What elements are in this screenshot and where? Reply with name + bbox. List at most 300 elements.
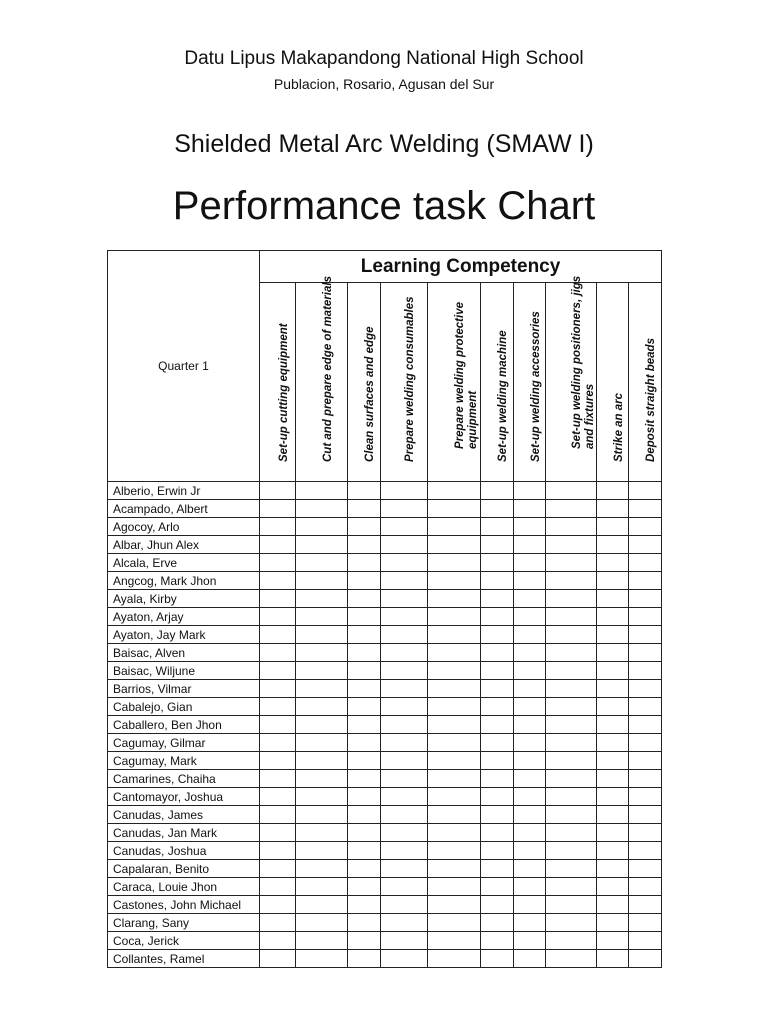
score-cell — [428, 842, 481, 860]
table-row — [108, 842, 662, 860]
score-cell — [428, 806, 481, 824]
score-cell — [428, 626, 481, 644]
score-cell — [348, 950, 381, 968]
score-cell — [296, 662, 348, 680]
score-cell — [348, 734, 381, 752]
score-cell — [597, 734, 629, 752]
score-cell — [381, 536, 428, 554]
score-cell — [481, 608, 514, 626]
score-cell — [428, 770, 481, 788]
table-row — [108, 734, 662, 752]
table-row — [108, 806, 662, 824]
table-row — [108, 824, 662, 842]
score-cell — [260, 824, 296, 842]
student-name: Caballero, Ben Jhon — [108, 716, 260, 734]
table-row — [108, 932, 662, 950]
score-cell — [296, 860, 348, 878]
score-cell — [381, 554, 428, 572]
score-cell — [428, 950, 481, 968]
score-cell — [296, 536, 348, 554]
score-cell — [514, 950, 546, 968]
score-cell — [546, 482, 597, 500]
score-cell — [546, 698, 597, 716]
score-cell — [381, 734, 428, 752]
competency-header — [597, 283, 629, 482]
competency-label: Set-up cutting equipment — [277, 323, 290, 462]
score-cell — [260, 554, 296, 572]
score-cell — [546, 788, 597, 806]
score-cell — [597, 914, 629, 932]
score-cell — [296, 680, 348, 698]
score-cell — [296, 878, 348, 896]
score-cell — [260, 536, 296, 554]
score-cell — [546, 842, 597, 860]
score-cell — [428, 554, 481, 572]
score-cell — [348, 536, 381, 554]
score-cell — [428, 878, 481, 896]
score-cell — [481, 662, 514, 680]
score-cell — [481, 482, 514, 500]
score-cell — [381, 644, 428, 662]
score-cell — [260, 662, 296, 680]
score-cell — [381, 500, 428, 518]
score-cell — [514, 734, 546, 752]
table-row — [108, 860, 662, 878]
score-cell — [348, 644, 381, 662]
score-cell — [381, 482, 428, 500]
score-cell — [546, 590, 597, 608]
score-cell — [348, 608, 381, 626]
score-cell — [481, 680, 514, 698]
score-cell — [296, 896, 348, 914]
score-cell — [481, 878, 514, 896]
score-cell — [381, 896, 428, 914]
score-cell — [514, 878, 546, 896]
score-cell — [381, 860, 428, 878]
score-cell — [348, 518, 381, 536]
score-cell — [428, 500, 481, 518]
score-cell — [260, 482, 296, 500]
student-name: Baisac, Alven — [108, 644, 260, 662]
score-cell — [546, 734, 597, 752]
score-cell — [296, 518, 348, 536]
student-name: Ayaton, Jay Mark — [108, 626, 260, 644]
student-name: Cagumay, Mark — [108, 752, 260, 770]
score-cell — [514, 914, 546, 932]
score-cell — [428, 860, 481, 878]
score-cell — [348, 896, 381, 914]
student-rows — [108, 482, 662, 968]
score-cell — [260, 500, 296, 518]
competency-header — [481, 283, 514, 482]
score-cell — [260, 716, 296, 734]
competency-header — [629, 283, 662, 482]
competency-label: Set-up welding accessories — [529, 311, 542, 462]
score-cell — [629, 590, 662, 608]
score-cell — [260, 932, 296, 950]
score-cell — [514, 788, 546, 806]
score-cell — [597, 572, 629, 590]
performance-table — [107, 250, 662, 968]
student-name: Baisac, Wiljune — [108, 662, 260, 680]
score-cell — [546, 644, 597, 662]
competency-title: Learning Competency — [260, 251, 662, 283]
score-cell — [629, 626, 662, 644]
score-cell — [597, 590, 629, 608]
score-cell — [514, 536, 546, 554]
table-row — [108, 788, 662, 806]
score-cell — [514, 590, 546, 608]
student-name: Cagumay, Gilmar — [108, 734, 260, 752]
score-cell — [260, 518, 296, 536]
score-cell — [514, 500, 546, 518]
score-cell — [296, 734, 348, 752]
student-name: Ayala, Kirby — [108, 590, 260, 608]
student-name: Caraca, Louie Jhon — [108, 878, 260, 896]
table-row — [108, 878, 662, 896]
score-cell — [514, 752, 546, 770]
competency-label: Clean surfaces and edge — [364, 326, 376, 462]
score-cell — [597, 752, 629, 770]
score-cell — [629, 680, 662, 698]
score-cell — [546, 716, 597, 734]
score-cell — [296, 644, 348, 662]
competency-label: Deposit straight beads — [645, 338, 658, 462]
student-name: Alberio, Erwin Jr — [108, 482, 260, 500]
score-cell — [514, 680, 546, 698]
school-name: Datu Lipus Makapandong National High School — [184, 48, 584, 69]
score-cell — [597, 518, 629, 536]
score-cell — [296, 572, 348, 590]
score-cell — [481, 770, 514, 788]
student-name: Camarines, Chaiha — [108, 770, 260, 788]
score-cell — [629, 662, 662, 680]
score-cell — [428, 788, 481, 806]
table-row — [108, 914, 662, 932]
student-name: Angcog, Mark Jhon — [108, 572, 260, 590]
score-cell — [428, 536, 481, 554]
score-cell — [514, 896, 546, 914]
score-cell — [481, 716, 514, 734]
table-row — [108, 644, 662, 662]
score-cell — [348, 878, 381, 896]
score-cell — [597, 482, 629, 500]
score-cell — [629, 716, 662, 734]
score-cell — [348, 572, 381, 590]
competency-header — [260, 283, 296, 482]
score-cell — [481, 932, 514, 950]
score-cell — [381, 590, 428, 608]
table-row — [108, 608, 662, 626]
score-cell — [629, 878, 662, 896]
score-cell — [629, 482, 662, 500]
table-row — [108, 950, 662, 968]
score-cell — [629, 950, 662, 968]
competency-header — [546, 275, 597, 482]
score-cell — [428, 752, 481, 770]
score-cell — [629, 842, 662, 860]
score-cell — [514, 842, 546, 860]
table-row — [108, 770, 662, 788]
score-cell — [348, 806, 381, 824]
score-cell — [629, 536, 662, 554]
score-cell — [428, 932, 481, 950]
score-cell — [348, 842, 381, 860]
score-cell — [514, 932, 546, 950]
score-cell — [514, 608, 546, 626]
score-cell — [514, 572, 546, 590]
score-cell — [348, 824, 381, 842]
table-row — [108, 536, 662, 554]
table-row — [108, 482, 662, 500]
subject-title: Shielded Metal Arc Welding (SMAW I) — [174, 130, 594, 158]
score-cell — [481, 500, 514, 518]
score-cell — [381, 680, 428, 698]
score-cell — [629, 734, 662, 752]
score-cell — [381, 662, 428, 680]
score-cell — [597, 662, 629, 680]
score-cell — [514, 482, 546, 500]
score-cell — [428, 698, 481, 716]
score-cell — [546, 950, 597, 968]
score-cell — [481, 788, 514, 806]
score-cell — [260, 752, 296, 770]
score-cell — [428, 896, 481, 914]
table-row — [108, 554, 662, 572]
score-cell — [629, 824, 662, 842]
score-cell — [348, 590, 381, 608]
score-cell — [348, 482, 381, 500]
score-cell — [629, 896, 662, 914]
score-cell — [597, 842, 629, 860]
score-cell — [597, 500, 629, 518]
score-cell — [260, 644, 296, 662]
score-cell — [629, 788, 662, 806]
score-cell — [546, 914, 597, 932]
quarter-label: Quarter 1 — [108, 251, 260, 482]
score-cell — [481, 824, 514, 842]
score-cell — [546, 536, 597, 554]
score-cell — [546, 860, 597, 878]
score-cell — [260, 914, 296, 932]
score-cell — [514, 698, 546, 716]
score-cell — [481, 626, 514, 644]
score-cell — [381, 752, 428, 770]
score-cell — [381, 770, 428, 788]
score-cell — [296, 932, 348, 950]
score-cell — [260, 698, 296, 716]
table-row — [108, 716, 662, 734]
score-cell — [629, 518, 662, 536]
score-cell — [381, 608, 428, 626]
score-cell — [597, 698, 629, 716]
score-cell — [629, 500, 662, 518]
score-cell — [597, 824, 629, 842]
competency-label: Prepare welding consumables — [404, 296, 416, 462]
score-cell — [629, 644, 662, 662]
school-address: Publacion, Rosario, Agusan del Sur — [273, 76, 495, 92]
score-cell — [296, 626, 348, 644]
score-cell — [597, 860, 629, 878]
score-cell — [296, 770, 348, 788]
score-cell — [381, 950, 428, 968]
competency-label: Cut and prepare edge of materials — [321, 276, 334, 462]
score-cell — [481, 698, 514, 716]
table-row — [108, 752, 662, 770]
score-cell — [629, 914, 662, 932]
score-cell — [629, 770, 662, 788]
score-cell — [481, 950, 514, 968]
score-cell — [348, 698, 381, 716]
score-cell — [597, 608, 629, 626]
score-cell — [348, 932, 381, 950]
score-cell — [260, 608, 296, 626]
score-cell — [546, 608, 597, 626]
competency-label: Set-up welding machine — [497, 330, 509, 462]
student-name: Albar, Jhun Alex — [108, 536, 260, 554]
score-cell — [597, 950, 629, 968]
table-row — [108, 626, 662, 644]
score-cell — [260, 680, 296, 698]
table-row — [108, 680, 662, 698]
score-cell — [381, 824, 428, 842]
competency-header — [514, 283, 546, 482]
score-cell — [260, 770, 296, 788]
score-cell — [481, 734, 514, 752]
score-cell — [629, 806, 662, 824]
student-name: Collantes, Ramel — [108, 950, 260, 968]
table-row — [108, 572, 662, 590]
student-name: Clarang, Sany — [108, 914, 260, 932]
score-cell — [348, 626, 381, 644]
score-cell — [296, 698, 348, 716]
student-name: Canudas, Jan Mark — [108, 824, 260, 842]
score-cell — [481, 536, 514, 554]
score-cell — [296, 950, 348, 968]
score-cell — [597, 806, 629, 824]
score-cell — [296, 842, 348, 860]
student-name: Cabalejo, Gian — [108, 698, 260, 716]
score-cell — [546, 770, 597, 788]
score-cell — [514, 626, 546, 644]
competency-header — [296, 276, 348, 482]
score-cell — [296, 806, 348, 824]
student-name: Cantomayor, Joshua — [108, 788, 260, 806]
score-cell — [629, 554, 662, 572]
score-cell — [514, 716, 546, 734]
score-cell — [629, 698, 662, 716]
score-cell — [348, 860, 381, 878]
score-cell — [428, 482, 481, 500]
score-cell — [296, 500, 348, 518]
score-cell — [546, 662, 597, 680]
score-cell — [296, 788, 348, 806]
score-cell — [514, 662, 546, 680]
score-cell — [546, 500, 597, 518]
score-cell — [597, 626, 629, 644]
score-cell — [597, 932, 629, 950]
table-row — [108, 518, 662, 536]
student-name: Coca, Jerick — [108, 932, 260, 950]
score-cell — [546, 824, 597, 842]
score-cell — [546, 896, 597, 914]
score-cell — [296, 824, 348, 842]
score-cell — [629, 608, 662, 626]
competency-label: Strike an arc — [612, 392, 625, 462]
score-cell — [296, 482, 348, 500]
score-cell — [481, 860, 514, 878]
score-cell — [546, 806, 597, 824]
student-name: Agocoy, Arlo — [108, 518, 260, 536]
score-cell — [597, 536, 629, 554]
score-cell — [348, 752, 381, 770]
score-cell — [629, 860, 662, 878]
score-cell — [381, 842, 428, 860]
score-cell — [428, 734, 481, 752]
score-cell — [296, 554, 348, 572]
score-cell — [514, 518, 546, 536]
score-cell — [260, 878, 296, 896]
score-cell — [481, 896, 514, 914]
student-name: Castones, John Michael — [108, 896, 260, 914]
score-cell — [260, 860, 296, 878]
score-cell — [348, 662, 381, 680]
score-cell — [381, 806, 428, 824]
score-cell — [481, 752, 514, 770]
competency-label: Prepare welding protective equipment — [454, 302, 479, 449]
score-cell — [546, 626, 597, 644]
score-cell — [481, 518, 514, 536]
score-cell — [348, 500, 381, 518]
table-row — [108, 698, 662, 716]
score-cell — [428, 824, 481, 842]
score-cell — [296, 914, 348, 932]
score-cell — [428, 680, 481, 698]
score-cell — [428, 716, 481, 734]
score-cell — [546, 932, 597, 950]
score-cell — [348, 788, 381, 806]
score-cell — [348, 554, 381, 572]
competency-header — [348, 283, 381, 482]
table-row — [108, 500, 662, 518]
score-cell — [629, 752, 662, 770]
score-cell — [260, 572, 296, 590]
score-cell — [381, 788, 428, 806]
competency-label: Set-up welding positioners, jigs and fixtures — [571, 275, 596, 449]
score-cell — [546, 878, 597, 896]
score-cell — [260, 788, 296, 806]
score-cell — [260, 842, 296, 860]
student-name: Ayaton, Arjay — [108, 608, 260, 626]
score-cell — [514, 644, 546, 662]
score-cell — [296, 608, 348, 626]
score-cell — [428, 914, 481, 932]
student-name: Canudas, Joshua — [108, 842, 260, 860]
competency-header — [428, 283, 481, 482]
score-cell — [546, 752, 597, 770]
score-cell — [296, 590, 348, 608]
score-cell — [629, 572, 662, 590]
score-cell — [546, 680, 597, 698]
score-cell — [381, 698, 428, 716]
score-cell — [546, 572, 597, 590]
score-cell — [428, 590, 481, 608]
score-cell — [546, 554, 597, 572]
score-cell — [597, 716, 629, 734]
score-cell — [514, 554, 546, 572]
score-cell — [629, 932, 662, 950]
score-cell — [296, 752, 348, 770]
